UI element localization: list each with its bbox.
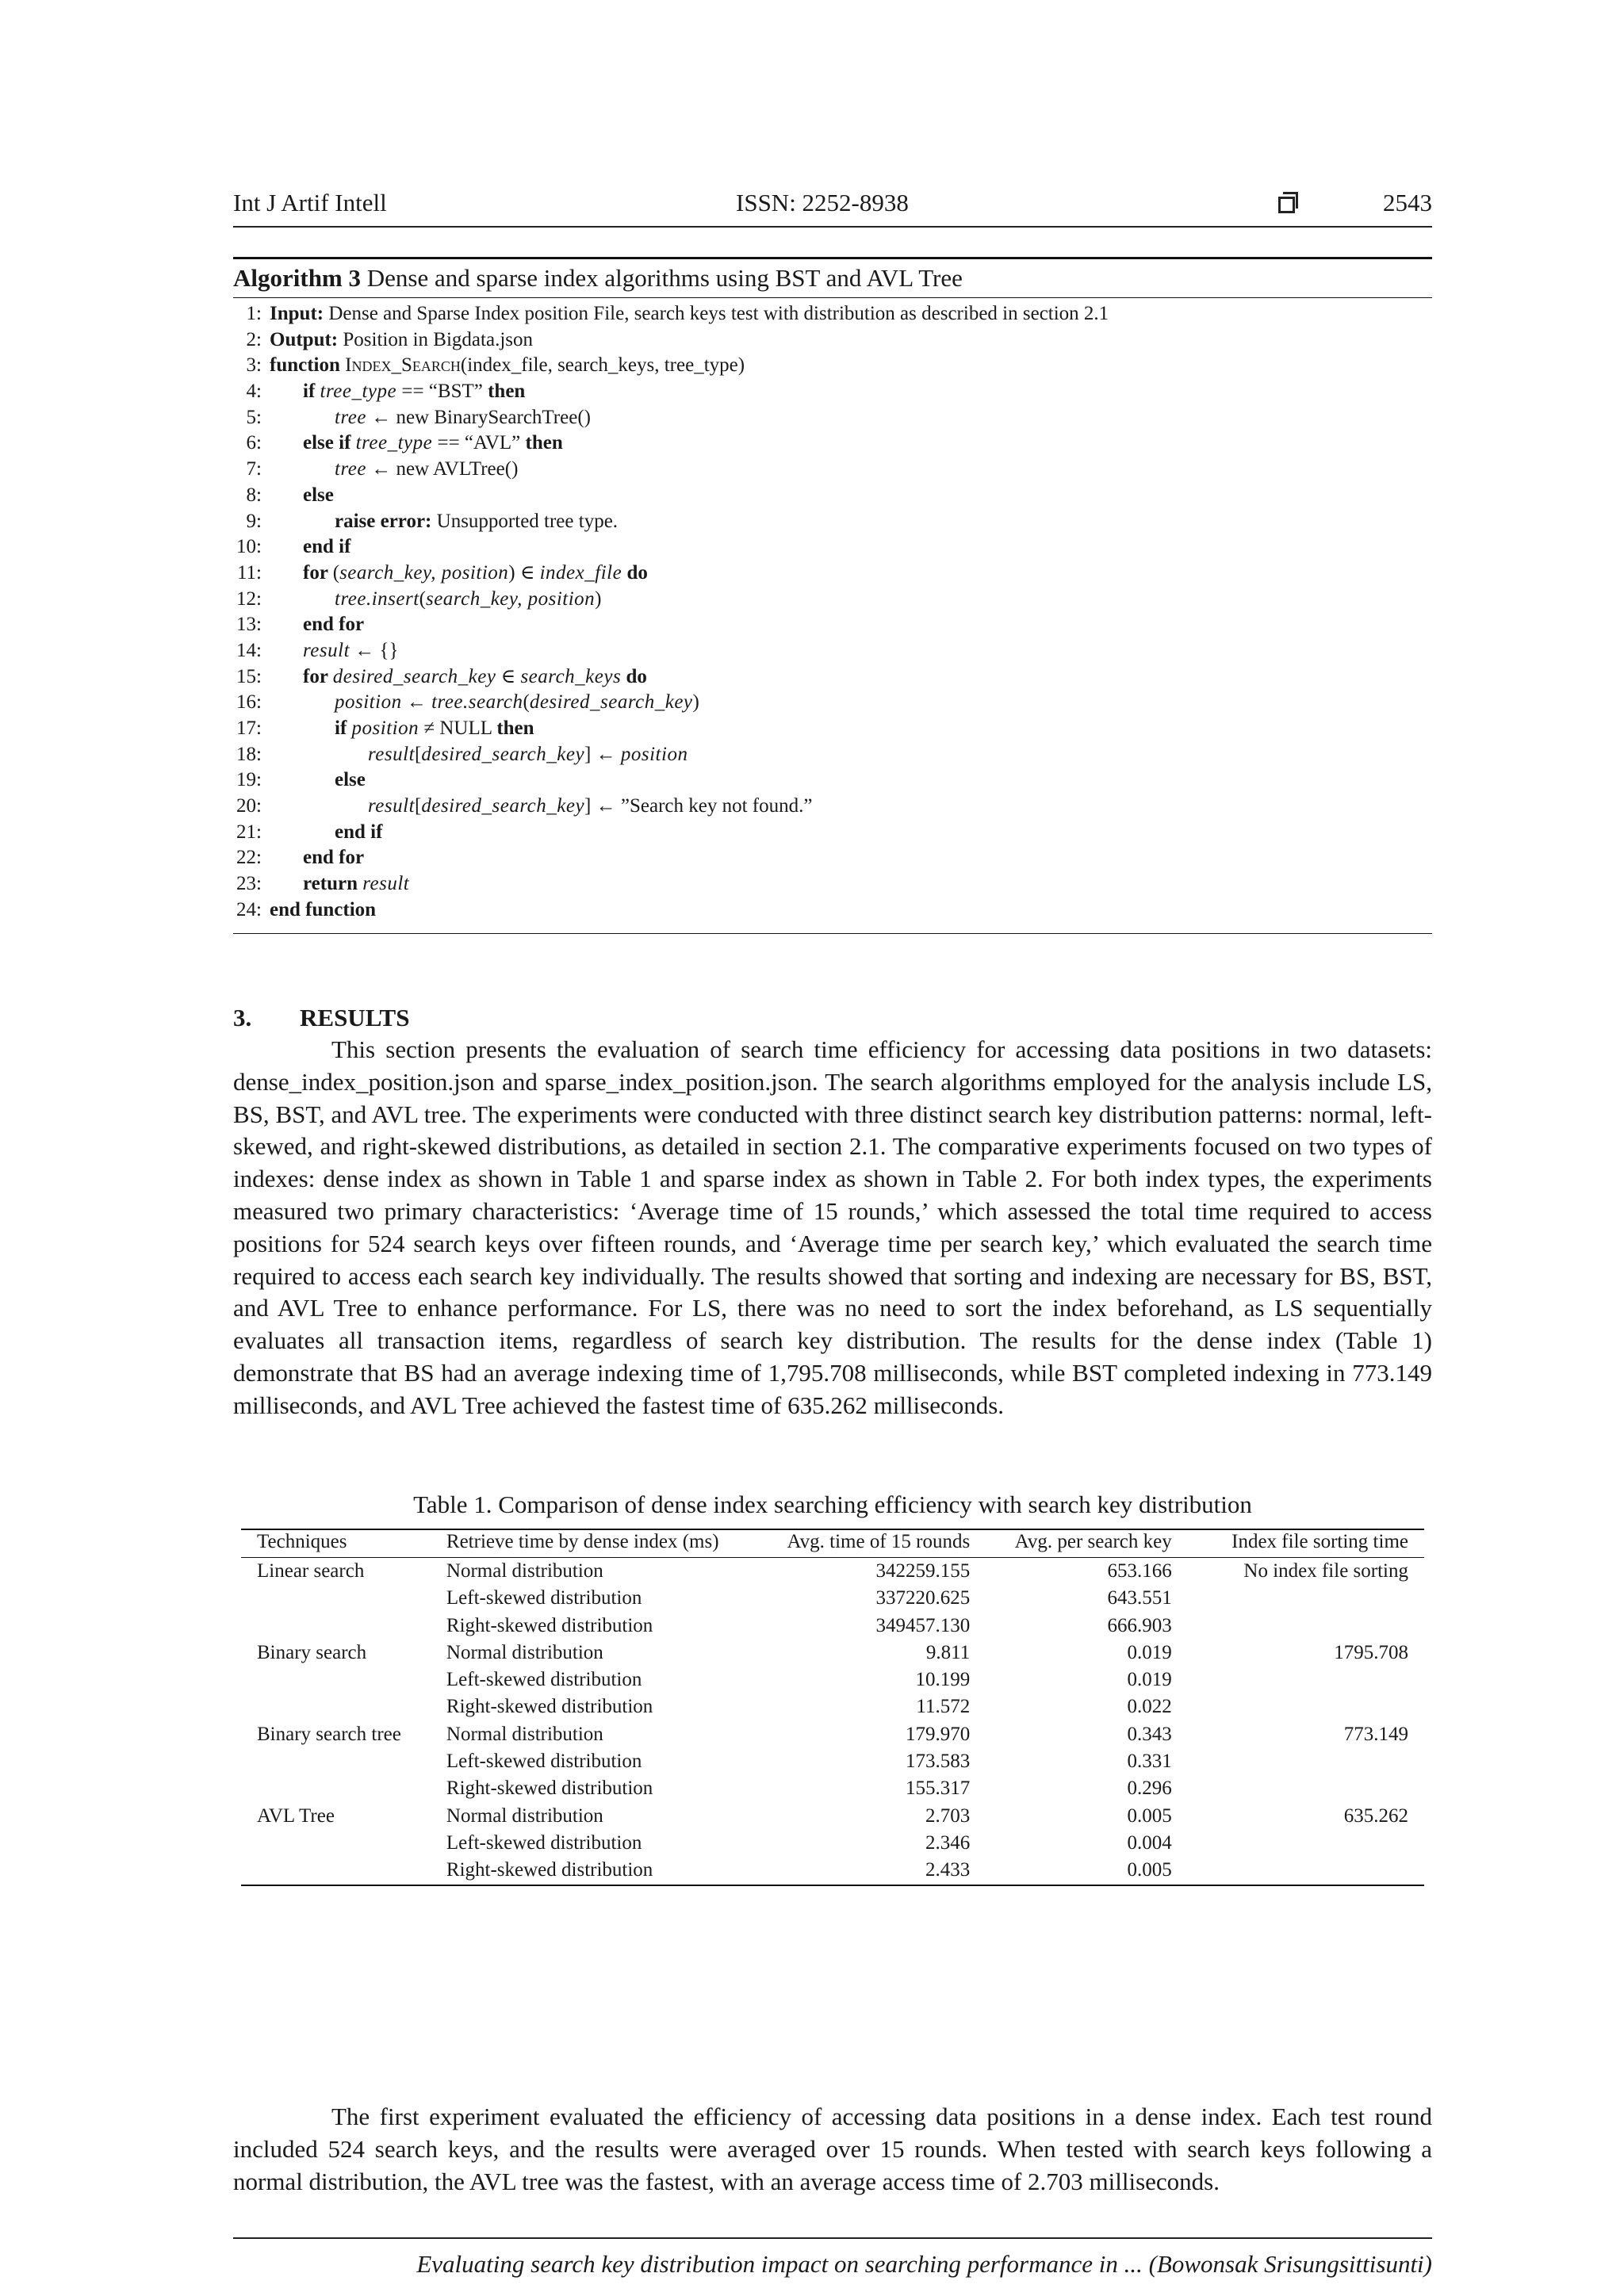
table-cell: Normal distribution [446, 1723, 603, 1745]
paper-page [233, 189, 1432, 2278]
algorithm-line-text [270, 353, 745, 379]
table-caption: Table 1. Comparison of dense index searching efficiency with search key distribution [413, 1490, 1252, 1518]
table-cell: 2.346 [925, 1831, 971, 1854]
table-cell [1172, 1613, 1424, 1640]
section-heading [233, 1004, 409, 1032]
table-row [241, 1585, 1424, 1612]
table-cell: 337220.625 [875, 1587, 971, 1609]
algorithm-token: position [351, 718, 419, 739]
algorithm-line-number: 24: [236, 898, 262, 920]
algorithm-token: then [488, 381, 526, 403]
algorithm-line-text [303, 664, 647, 691]
algorithm-line-text [368, 794, 812, 820]
table-cell: 9.811 [925, 1641, 971, 1663]
algorithm-line-text [270, 301, 1109, 327]
table-cell [1172, 1585, 1424, 1612]
table-cell [241, 1775, 446, 1802]
journal-name: Int J Artif Intell [233, 189, 387, 216]
table-cell: Binary search tree [257, 1723, 401, 1745]
table-row [241, 1775, 1424, 1802]
algorithm-token: result [368, 795, 416, 817]
algorithm-line-text [270, 327, 533, 354]
table-cell: 643.551 [1107, 1587, 1172, 1609]
algorithm-line [233, 690, 1432, 716]
algorithm-token: ) ∈ [508, 561, 540, 584]
algorithm-line-number: 10: [236, 536, 262, 558]
algorithm-line-text [303, 845, 364, 871]
algorithm-line [233, 534, 1432, 561]
algorithm-line [233, 767, 1432, 794]
algorithm-line-number: 1: [246, 303, 262, 324]
table-cell: 2.433 [777, 1857, 970, 1885]
algorithm-token: position [620, 743, 688, 765]
table-cell: Binary search [257, 1641, 367, 1663]
algorithm-token: search_key, position [425, 587, 596, 610]
algorithm-line-number: 2: [246, 328, 262, 350]
table-cell [241, 1585, 446, 1612]
algorithm-token: ( [332, 561, 340, 584]
algorithm-line-number: 5: [246, 406, 262, 428]
algorithm-line-number: 3: [246, 354, 262, 377]
table-cell: 10.199 [915, 1669, 971, 1691]
algorithm-token: else [335, 769, 366, 791]
column-header: Index file sorting time [1172, 1529, 1424, 1558]
table-header-row [241, 1529, 1424, 1558]
algorithm-line-number: 22: [236, 847, 262, 869]
algorithm-title: Dense and sparse index algorithms using BST and AVL Tree [366, 264, 963, 292]
algorithm-token: search_keys [520, 665, 622, 687]
table-row [241, 1748, 1424, 1775]
algorithm-lines [233, 298, 1432, 924]
header-rule [233, 226, 1432, 228]
algorithm-line [233, 457, 1432, 483]
table-row [241, 1857, 1424, 1885]
algorithm-line-text [303, 430, 563, 457]
box-icon [1278, 193, 1296, 211]
algorithm-line-number: 20: [236, 795, 262, 817]
algorithm-token: search_key, position [339, 561, 509, 584]
algorithm-line-text [335, 820, 382, 846]
algorithm-token: (index_file, search_keys, tree_type) [460, 354, 745, 377]
algorithm-line [233, 871, 1432, 897]
table-cell: Linear search [257, 1560, 365, 1582]
column-header: Techniques [241, 1529, 446, 1558]
algorithm-line-text [303, 561, 648, 587]
algorithm-bottom-rule [233, 933, 1432, 934]
algorithm-token: end for [303, 847, 365, 869]
algorithm-line [233, 379, 1432, 405]
column-header: Retrieve time by dense index (ms) [446, 1529, 777, 1558]
table-cell: 1795.708 [1334, 1641, 1408, 1663]
table-cell: 2.703 [925, 1804, 971, 1827]
algorithm-token: ← new BinarySearchTree() [366, 406, 591, 428]
table-cell: AVL Tree [257, 1804, 335, 1827]
algorithm-line [233, 742, 1432, 768]
algorithm-token: result [303, 639, 350, 661]
algorithm-token: tree_type [320, 381, 397, 403]
algorithm-line [233, 353, 1432, 379]
algorithm-line [233, 612, 1432, 638]
table-cell: 155.317 [905, 1777, 971, 1800]
algorithm-line-text [303, 612, 364, 638]
table-cell: 0.005 [970, 1857, 1172, 1885]
table-row [241, 1667, 1424, 1693]
algorithm-token: then [525, 432, 563, 454]
algorithm-token: ← {} [350, 639, 399, 661]
table-cell [1172, 1667, 1424, 1693]
algorithm-line-text [303, 483, 334, 509]
algorithm-token: raise error: [335, 510, 432, 532]
algorithm-token: else [303, 484, 334, 506]
table-cell: 0.331 [1127, 1751, 1172, 1773]
algorithm-token: ∈ [496, 665, 521, 687]
algorithm-line [233, 845, 1432, 871]
algorithm-token: ) [692, 691, 699, 714]
algorithm-line-number: 6: [246, 432, 262, 454]
algorithm-line-number: 23: [236, 873, 262, 895]
algorithm-token: tree [335, 406, 366, 428]
algorithm-token: ← new AVLTree() [366, 458, 519, 480]
table-cell: 179.970 [905, 1723, 971, 1745]
results-paragraph-2: The first experiment evaluated the efficiency of accessing data positions in a dense index. Each test round included 524 search keys, and the results were averaged over 15 rounds. When tested with search keys following a normal distribution, the AVL tree was the fastest, with an average access time of 2.703 milliseconds. [233, 2103, 1432, 2195]
algorithm-line-text [303, 871, 409, 897]
algorithm-line [233, 509, 1432, 535]
algorithm-token: result [362, 873, 410, 895]
table-cell: Left-skewed distribution [446, 1587, 642, 1609]
column-header: Avg. per search key [970, 1529, 1172, 1558]
algorithm-line [233, 301, 1432, 327]
algorithm-line [233, 716, 1432, 742]
algorithm-token: Unsupported tree type. [431, 510, 619, 532]
algorithm-token: for [303, 561, 333, 584]
table-row [241, 1693, 1424, 1720]
table-cell: Right-skewed distribution [446, 1777, 653, 1800]
table-cell: 0.004 [1127, 1831, 1172, 1854]
table-cell: 0.022 [1127, 1696, 1172, 1718]
algorithm-line-number: 19: [236, 769, 262, 791]
table-body [241, 1558, 1424, 1885]
algorithm-token: [ [415, 795, 422, 817]
algorithm-block [233, 257, 1432, 934]
table-row [241, 1721, 1424, 1748]
table-cell: Right-skewed distribution [446, 1614, 653, 1636]
algorithm-line-number: 9: [246, 510, 262, 532]
results-paragraph-1: This section presents the evaluation of search time efficiency for accessing data positions in two datasets: dense_index_position.json and sparse_index_position.json. The search algorithms employed for the analysis include LS, BS, BST, and AVL tree. The experiments were conducted with three distinct search key distribution patterns: normal, left-skewed, and right-skewed distributions, as detailed in section 2.1. The comparative experiments focused on two types of indexes: dense index as shown in Table 1 and sparse index as shown in Table 2. For both index types, the experiments measured two primary characteristics: ‘Average time of 15 rounds,’ which assessed the total time required to access positions for 524 search keys over fifteen rounds, and ‘Average time per search key,’ which evaluated the search time required to access each search key individually. The results showed that sorting and indexing are necessary for BS, BST, and AVL Tree to enhance performance. For LS, there was no need to sort the index beforehand, as LS sequentially evaluates all transaction items, regardless of search key distribution. The results for the dense index (Table 1) demonstrate that BS had an average indexing time of 1,795.708 milliseconds, while BST completed indexing in 773.149 milliseconds, and AVL Tree achieved the fastest time of 635.262 milliseconds. [233, 1035, 1432, 1419]
algorithm-line-number: 11: [236, 561, 262, 584]
algorithm-line [233, 820, 1432, 846]
table-cell: 0.343 [1127, 1723, 1172, 1745]
table-cell: 349457.130 [875, 1614, 971, 1636]
table-cell: Left-skewed distribution [446, 1669, 642, 1691]
algorithm-line [233, 897, 1432, 924]
table-cell: 173.583 [905, 1751, 971, 1773]
table-cell [1172, 1748, 1424, 1775]
algorithm-caption [233, 259, 1432, 297]
table-cell: 773.149 [1343, 1723, 1408, 1745]
algorithm-line-text [368, 742, 688, 768]
table-cell: Right-skewed distribution [446, 1857, 777, 1885]
algorithm-token: Position in Bigdata.json [338, 328, 533, 350]
algorithm-token: end if [335, 821, 383, 843]
table-cell: 0.005 [1127, 1804, 1172, 1827]
algorithm-line-number: 15: [236, 665, 262, 687]
algorithm-line-number: 7: [246, 458, 262, 480]
algorithm-token: tree_type [355, 432, 433, 454]
algorithm-line-text [303, 638, 399, 664]
table-cell: 11.572 [916, 1696, 971, 1718]
algorithm-line-number: 14: [236, 639, 262, 661]
page-number: 2543 [1383, 189, 1432, 216]
running-footer: Evaluating search key distribution impact on searching performance in ... (Bowonsak Srisungsittisunti) [416, 2250, 1432, 2278]
algorithm-line [233, 430, 1432, 457]
table-row [241, 1830, 1424, 1857]
algorithm-token: for [303, 665, 333, 687]
algorithm-line-number: 12: [236, 587, 262, 610]
results-table [241, 1529, 1424, 1886]
algorithm-token: ] ← [584, 743, 621, 765]
algorithm-line [233, 664, 1432, 691]
algorithm-token: result [368, 743, 416, 765]
algorithm-token: [ [415, 743, 422, 765]
algorithm-token: ≠ NULL [419, 718, 497, 739]
table-cell [1172, 1693, 1424, 1720]
algorithm-line-number: 8: [246, 484, 262, 506]
algorithm-token: Input: [270, 303, 324, 324]
table-row [241, 1558, 1424, 1586]
algorithm-token: tree [335, 458, 366, 480]
algorithm-line-number: 4: [246, 381, 262, 403]
algorithm-token: end for [303, 614, 365, 636]
table-cell [1172, 1857, 1424, 1885]
table-cell [241, 1693, 446, 1720]
algorithm-line-text [335, 457, 518, 483]
algorithm-token: position [335, 691, 402, 714]
table-cell: Normal distribution [446, 1804, 603, 1827]
algorithm-line [233, 561, 1432, 587]
algorithm-line-text [270, 897, 376, 924]
algorithm-token: do [621, 665, 647, 687]
section-number: 3. [233, 1004, 252, 1031]
algorithm-token: ( [419, 587, 426, 610]
table-cell: Right-skewed distribution [446, 1696, 653, 1718]
algorithm-line [233, 405, 1432, 431]
algorithm-token: desired_search_key [332, 665, 496, 687]
table-row [241, 1613, 1424, 1640]
table-cell: 653.166 [1107, 1560, 1172, 1582]
table-cell [1172, 1775, 1424, 1802]
table-cell: 342259.155 [875, 1560, 971, 1582]
algorithm-line-text [303, 379, 525, 405]
table-cell: 0.019 [1127, 1641, 1172, 1663]
table-cell [241, 1748, 446, 1775]
algorithm-token: function [270, 354, 346, 377]
algorithm-token: Output: [270, 328, 339, 350]
algorithm-line [233, 638, 1432, 664]
algorithm-token: if [303, 381, 320, 403]
algorithm-token: index_file [539, 561, 622, 584]
table-row [241, 1803, 1424, 1830]
table-cell: 666.903 [1107, 1614, 1172, 1636]
table-cell: Normal distribution [446, 1560, 603, 1582]
issn-label: ISSN: 2252-8938 [736, 189, 909, 216]
algorithm-line [233, 483, 1432, 509]
algorithm-line-text [335, 690, 699, 716]
algorithm-line-number: 18: [236, 743, 262, 765]
table-cell [241, 1830, 446, 1857]
algorithm-line [233, 587, 1432, 613]
algorithm-token: ← [401, 691, 432, 714]
section-title: RESULTS [300, 1004, 410, 1031]
algorithm-line-number: 21: [236, 821, 262, 843]
algorithm-token: end if [303, 536, 351, 558]
column-header: Avg. time of 15 rounds [777, 1529, 970, 1558]
algorithm-token: ) [595, 587, 602, 610]
algorithm-line-text [303, 534, 350, 561]
table-cell: Left-skewed distribution [446, 1751, 642, 1773]
algorithm-token: return [303, 873, 363, 895]
algorithm-token: tree.insert [335, 587, 419, 610]
algorithm-token: == “BST” [396, 381, 488, 403]
algorithm-line-text [335, 767, 366, 794]
footer-rule [233, 2237, 1432, 2239]
table-cell: 0.019 [1127, 1669, 1172, 1691]
algorithm-line-number: 17: [236, 718, 262, 739]
table-cell [241, 1667, 446, 1693]
algorithm-token: then [496, 718, 534, 739]
table-cell: Left-skewed distribution [446, 1831, 642, 1854]
algorithm-line-number: 13: [236, 614, 262, 636]
table-cell: No index file sorting [1243, 1560, 1408, 1582]
algorithm-token: desired_search_key [421, 743, 585, 765]
table-cell [1172, 1830, 1424, 1857]
algorithm-token: ] ← ”Search key not found.” [584, 795, 813, 817]
algorithm-line-text [335, 509, 618, 535]
algorithm-token: ( [523, 691, 530, 714]
algorithm-token: do [622, 561, 648, 584]
algorithm-line-text [335, 716, 534, 742]
algorithm-line [233, 794, 1432, 820]
algorithm-label: Algorithm 3 [233, 264, 362, 292]
table-row [241, 1640, 1424, 1667]
algorithm-token: if [335, 718, 352, 739]
algorithm-token: else if [303, 432, 356, 454]
algorithm-line [233, 327, 1432, 354]
table-cell [241, 1857, 446, 1885]
algorithm-token: Index_Search [345, 354, 461, 377]
algorithm-token: tree.search [431, 691, 523, 714]
algorithm-line-text [335, 587, 602, 613]
algorithm-token: == “AVL” [432, 432, 526, 454]
algorithm-line-number: 16: [236, 691, 262, 714]
table-cell: 635.262 [1343, 1804, 1408, 1827]
algorithm-token: end function [270, 898, 377, 920]
algorithm-line-text [335, 405, 591, 431]
algorithm-token: Dense and Sparse Index position File, search keys test with distribution as described in section 2.1 [324, 303, 1109, 324]
table-cell: Normal distribution [446, 1641, 603, 1663]
table-cell [241, 1613, 446, 1640]
algorithm-token: desired_search_key [421, 795, 585, 817]
table-cell: 0.296 [1127, 1777, 1172, 1800]
algorithm-token: desired_search_key [529, 691, 693, 714]
page-header [233, 189, 1432, 220]
